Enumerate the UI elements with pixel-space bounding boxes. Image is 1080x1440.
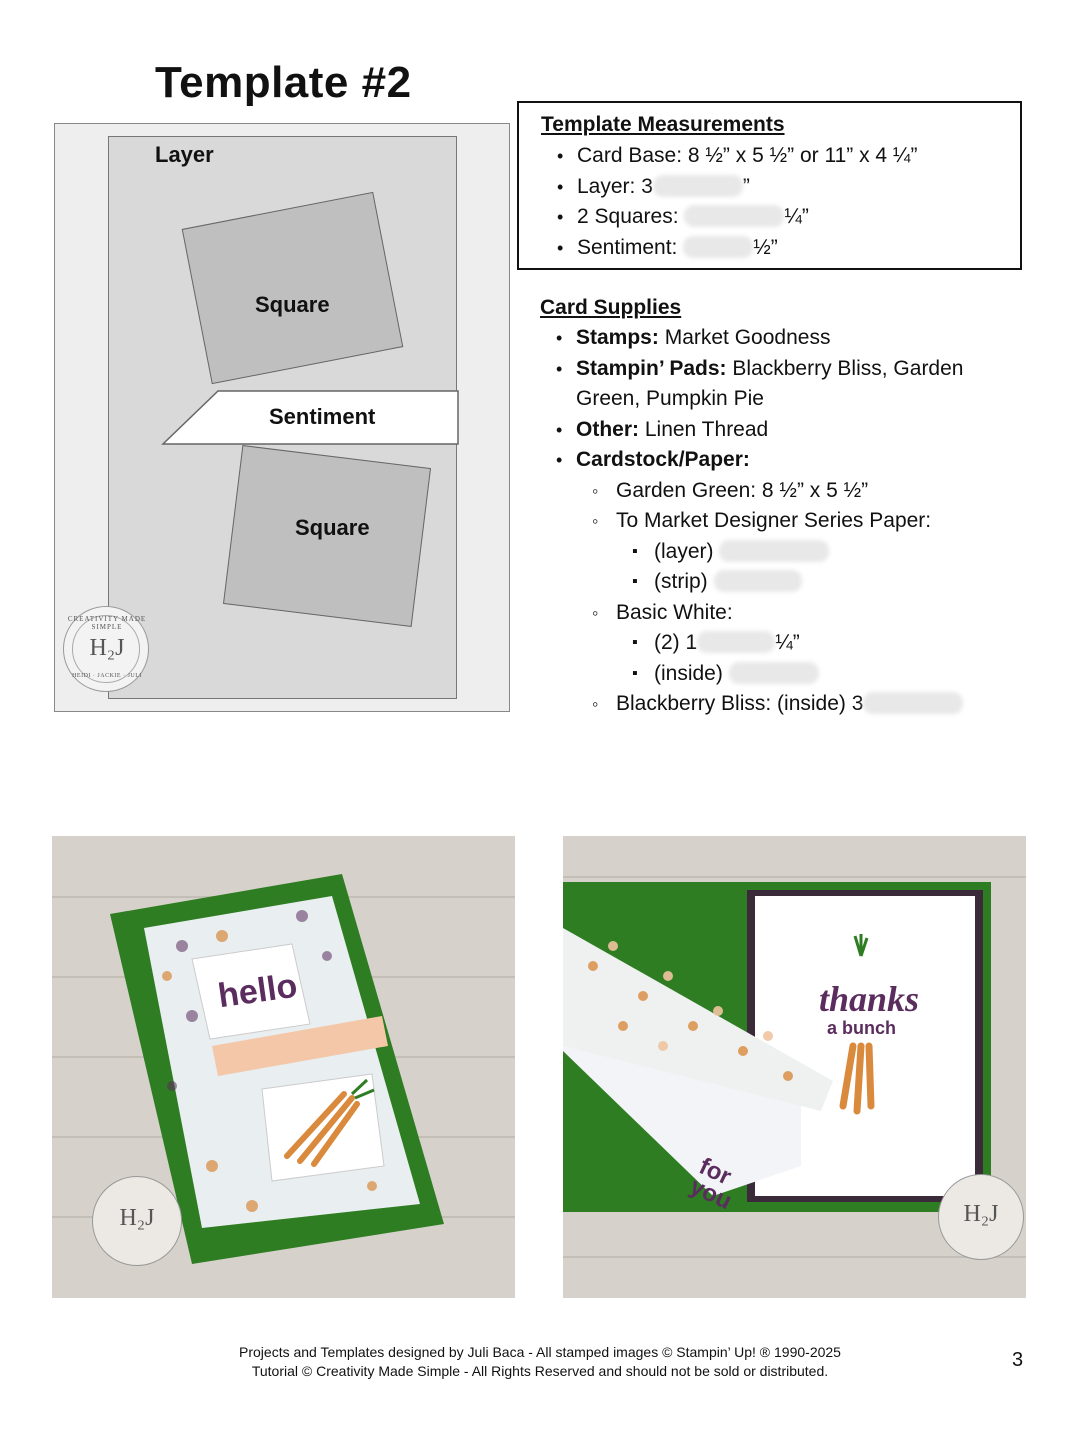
brand-logo <box>63 606 149 692</box>
card-inside-sentiment-1: thanks <box>819 979 920 1019</box>
redaction <box>863 692 963 714</box>
sentiment-label: Sentiment <box>269 404 376 429</box>
card-front-sentiment: hello <box>215 966 300 1016</box>
measurements-heading: Template Measurements <box>541 113 785 136</box>
measurement-card-base: • Card Base: 8 ½” x 5 ½” or 11” x 4 ¼” <box>519 141 1019 172</box>
redaction <box>684 205 784 227</box>
card-inside-sentiment-2: a bunch <box>827 1018 897 1038</box>
layer-label: Layer <box>155 142 214 167</box>
footer-line-2: Tutorial © Creativity Made Simple - All Rights Reserved and should not be sold or distributed. <box>251 1363 829 1379</box>
supply-bw-inside: ▪ (inside) <box>518 659 1038 690</box>
redaction <box>729 662 819 684</box>
supplies-section <box>540 296 1060 720</box>
footer-line-1: Projects and Templates designed by Juli Baca - All stamped images © Stampin’ Up! ® 1990-2025 <box>239 1344 841 1360</box>
supply-other: • Other: Linen Thread <box>518 415 1038 446</box>
envelope-sentiment: for you <box>685 1152 736 1216</box>
measurement-layer: • Layer: 3 ” <box>519 172 1019 203</box>
supply-stamps: • Stamps: Market Goodness <box>518 323 1038 354</box>
logo-names: HEIDI · JACKIE · JULI <box>72 673 142 679</box>
redaction <box>697 631 775 653</box>
logo-ring-text: CREATIVITY MADE SIMPLE <box>67 615 147 631</box>
redaction <box>683 236 753 258</box>
footer <box>0 1343 1080 1381</box>
supply-bw-two: ▪ (2) 1 ¼” <box>518 628 1038 659</box>
supply-dsp-layer: ▪ (layer) <box>518 537 1038 568</box>
supply-basic-white: ◦ Basic White: <box>518 598 1038 629</box>
measurement-sentiment: • Sentiment: ½” <box>519 233 1019 264</box>
square-label-2: Square <box>295 515 370 540</box>
supply-cardstock: • Cardstock/Paper: <box>518 445 1038 476</box>
redaction <box>653 175 743 197</box>
measurements-box <box>517 101 1022 270</box>
redaction <box>719 540 829 562</box>
supply-pads: • Stampin’ Pads: Blackberry Bliss, Garden Green, Pumpkin Pie <box>518 354 1038 415</box>
logo-monogram: H₂J <box>89 635 125 661</box>
supply-dsp: ◦ To Market Designer Series Paper: <box>518 506 1038 537</box>
card-photo-front <box>52 836 515 1298</box>
supply-dsp-strip: ▪ (strip) <box>518 567 1038 598</box>
card-photo-inside <box>563 836 1026 1298</box>
square-label-1: Square <box>255 292 330 317</box>
page-number: 3 <box>1012 1349 1024 1371</box>
supply-garden-green: ◦ Garden Green: 8 ½” x 5 ½” <box>518 476 1038 507</box>
measurement-squares: • 2 Squares: ¼” <box>519 202 1019 233</box>
template-diagram <box>54 123 510 712</box>
supply-blackberry: ◦ Blackberry Bliss: (inside) 3 <box>518 689 1038 720</box>
photo2-logo: H₂J <box>938 1174 1024 1260</box>
photo1-logo: H₂J <box>92 1176 182 1266</box>
redaction <box>714 570 802 592</box>
supplies-heading: Card Supplies <box>540 296 682 319</box>
page-title: Template #2 <box>155 58 412 107</box>
